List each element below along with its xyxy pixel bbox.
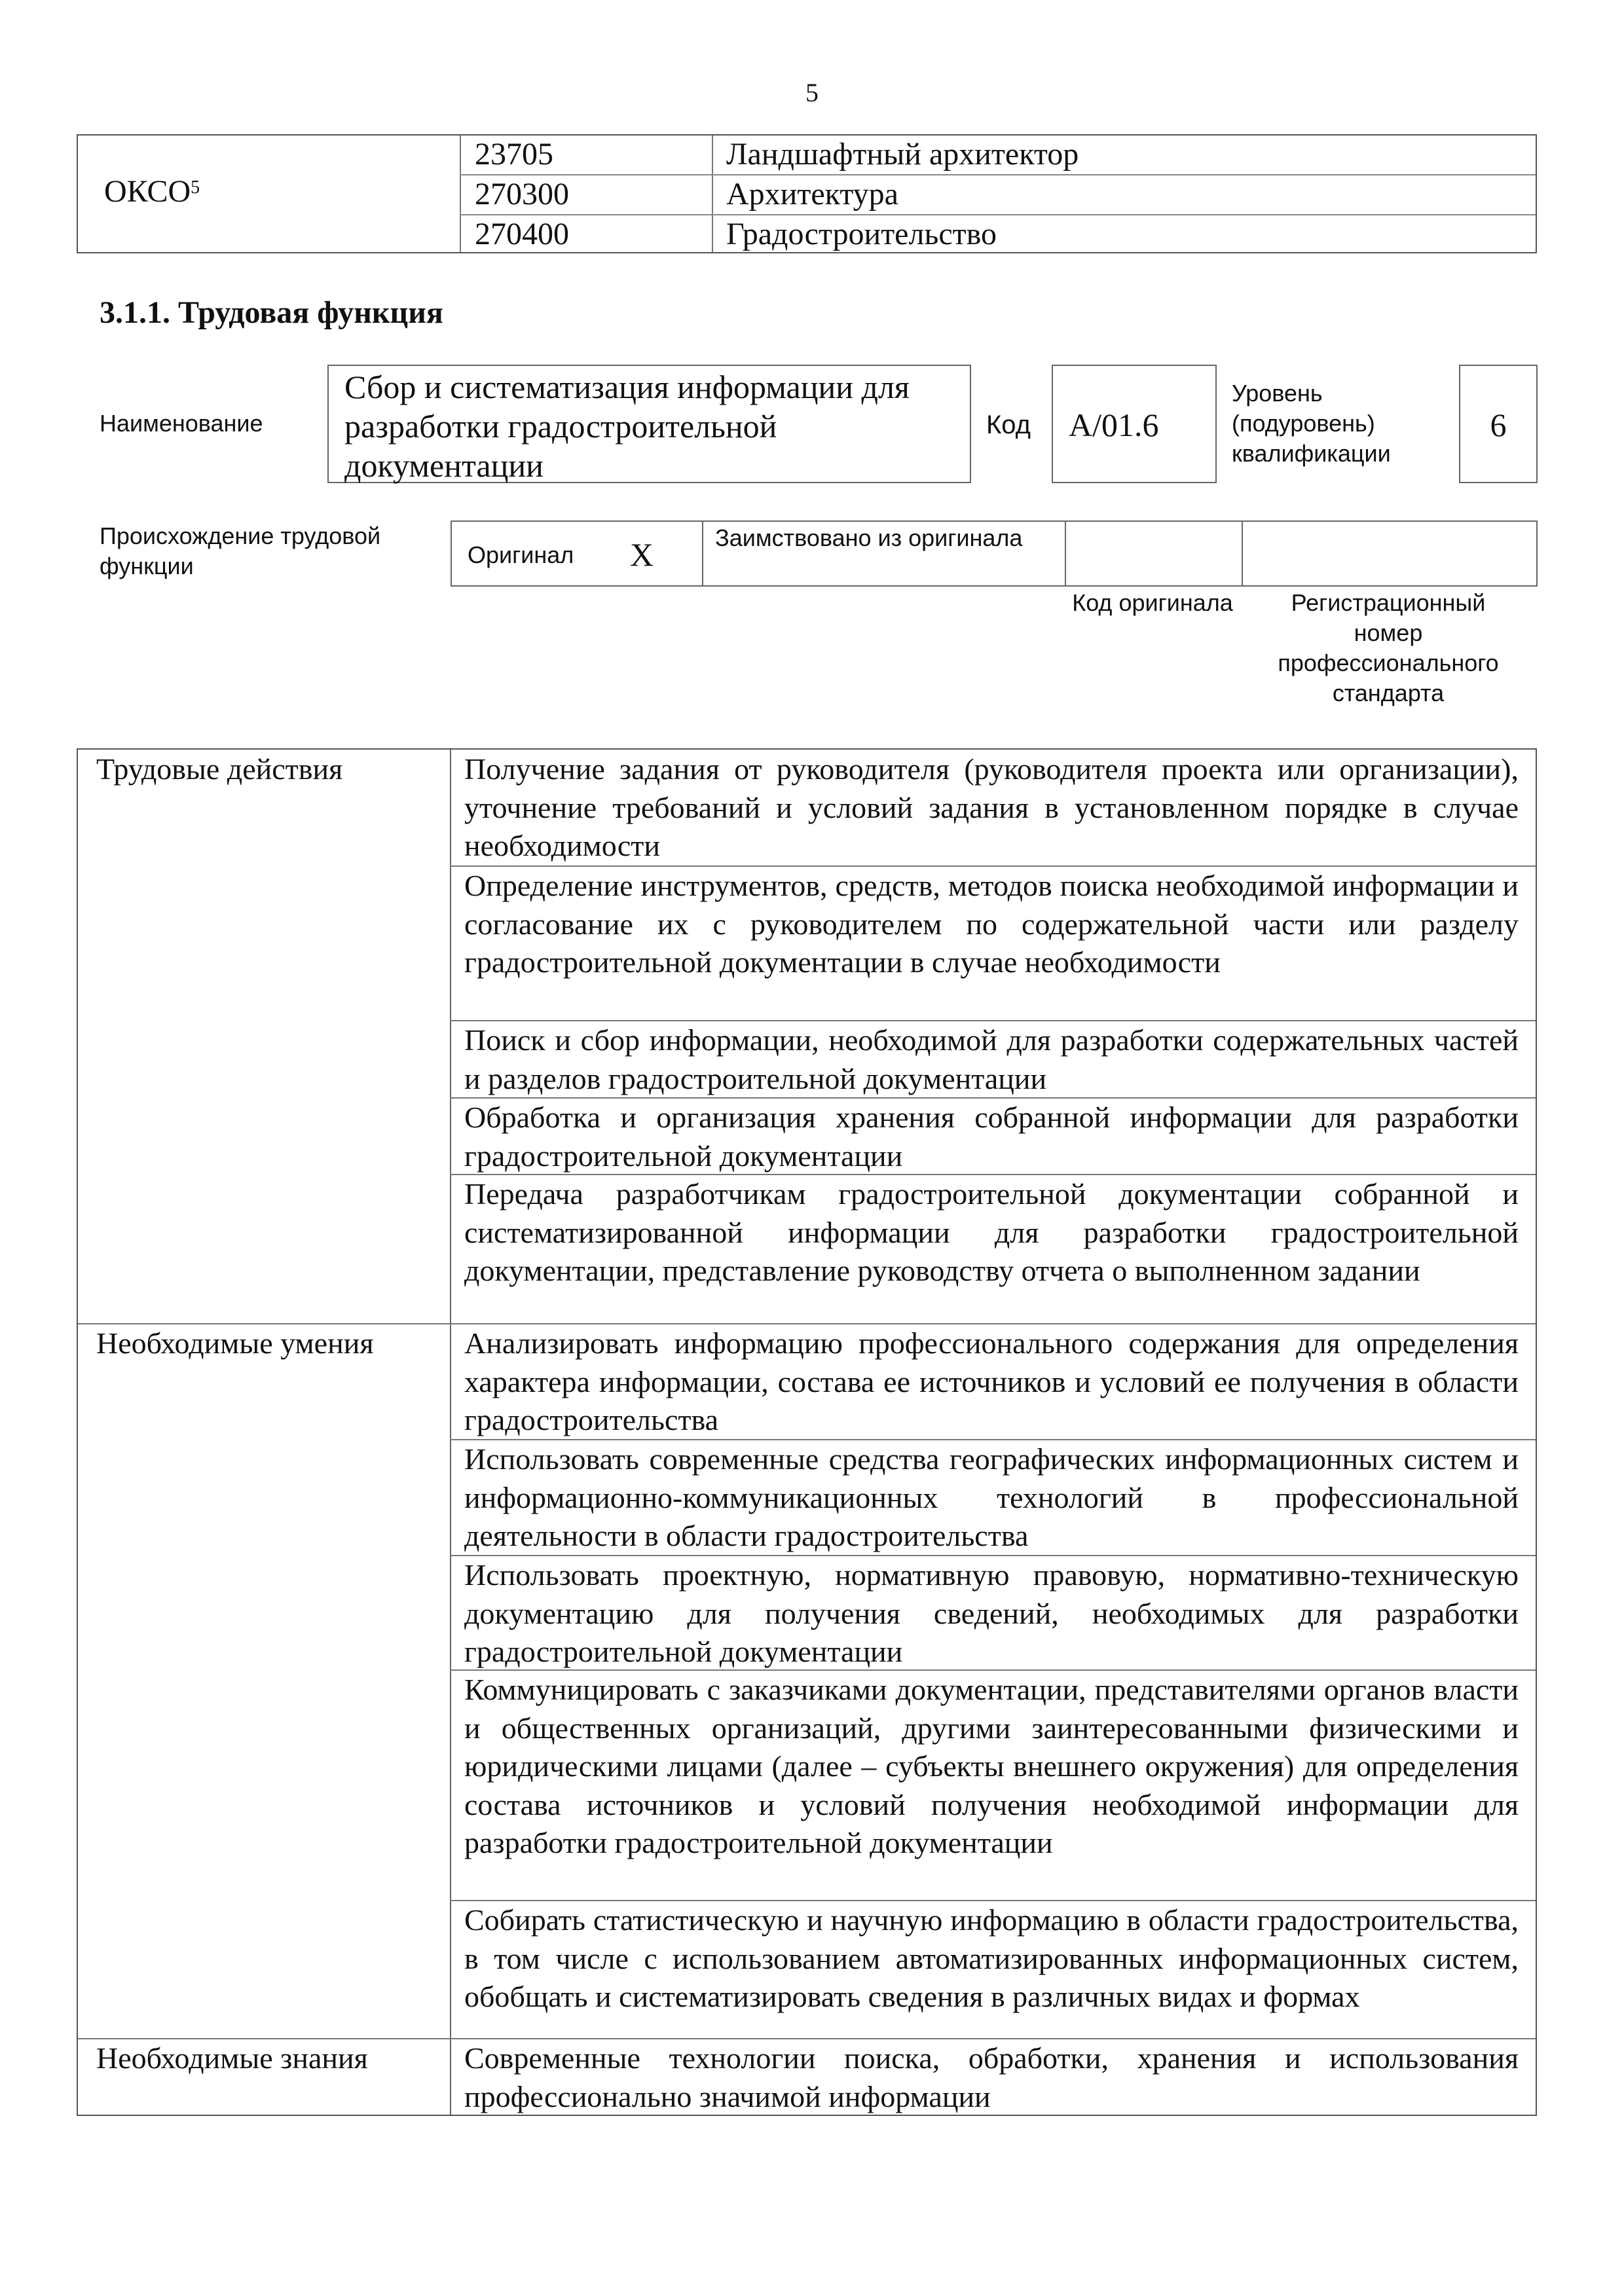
required-skill: Использовать современные средства географических информационных систем и информационно-коммуникационных технологий в профессиональной деятельности в области градостроительства: [464, 1442, 1519, 1553]
okso-number: 270400: [475, 217, 569, 251]
labour-action: Передача разработчикам градостроительной документации собранной и систематизированной информации для разработки градостроительной документации, представление руководству отчета о выполненном задании: [464, 1177, 1519, 1288]
section-heading: Трудовые действия: [96, 752, 343, 786]
competency-table: [77, 748, 1537, 2116]
level-label: Уровень (подуровень) квалификации: [1232, 380, 1391, 467]
page-number: 5: [805, 78, 819, 107]
required-skill: Использовать проектную, нормативную правовую, нормативно-техническую документацию для получения сведений, необходимых для разработки градостроительной документации: [464, 1558, 1519, 1669]
labour-action: Определение инструментов, средств, методов поиска необходимой информации и согласование их с руководителем по содержательной части или разделу градостроительной документации в случае необходимости: [464, 869, 1519, 979]
borrowed-label: Заимствовано из оригинала: [715, 524, 1023, 551]
section-heading: Необходимые умения: [96, 1326, 374, 1360]
origin-label: Происхождение трудовой функции: [100, 522, 381, 579]
origin-box: [451, 520, 1538, 587]
reg-caption: Регистрационный номер профессионального стандарта: [1278, 589, 1499, 706]
section-title: 3.1.1. Трудовая функция: [100, 295, 443, 330]
level-value: 6: [1490, 407, 1507, 443]
function-name-box: [327, 365, 971, 483]
okso-name: Ландшафтный архитектор: [726, 137, 1079, 172]
okso-number: 23705: [475, 137, 553, 172]
code-box: [1052, 365, 1217, 483]
required-skill: Коммуницировать с заказчиками документации, представителями органов власти и общественных организаций, другими заинтересованными физическими и юридическими лицами (далее – субъекты внешнего окружения) для определения состава источников и условий получения необходимой информации для разработки градостроительной документации: [464, 1673, 1519, 1860]
okso-footnote: 5: [191, 177, 200, 198]
okso-name: Градостроительство: [726, 217, 997, 251]
labour-action: Поиск и сбор информации, необходимой для разработки содержательных частей и разделов градостроительной документации: [464, 1023, 1519, 1095]
original-label: Оригинал: [468, 541, 574, 568]
required-skill: Анализировать информацию профессионального содержания для определения характера информации, состава ее источников и условий ее получения в области градостроительства: [464, 1326, 1519, 1437]
code-label: Код: [986, 410, 1031, 439]
okso-name: Архитектура: [726, 177, 898, 211]
okso-code-label: ОКСО$^5$: [104, 174, 200, 209]
labour-action: Обработка и организация хранения собранной информации для разработки градостроительной документации: [464, 1101, 1519, 1173]
name-label: Наименование: [100, 410, 263, 437]
code-value: А/01.6: [1069, 407, 1159, 443]
okso-number: 270300: [475, 177, 569, 211]
required-skill: Собирать статистическую и научную информацию в области градостроительства, в том числе с использованием автоматизированных информационных систем, обобщать и систематизировать сведения в различных видах и формах: [464, 1903, 1519, 2014]
function-name: Сбор и систематизация информации для разработки градостроительной документации: [344, 369, 910, 484]
labour-action: Получение задания от руководителя (руководителя проекта или организации), уточнение требований и условий задания в установленном порядке в случае необходимости: [464, 752, 1519, 863]
level-box: [1459, 365, 1538, 483]
original-mark: X: [630, 536, 654, 573]
code-caption: Код оригинала: [1072, 589, 1233, 616]
section-heading: Необходимые знания: [96, 2041, 368, 2075]
required-knowledge: Современные технологии поиска, обработки, хранения и использования профессионально значимой информации: [464, 2041, 1519, 2113]
okso-table: [77, 134, 1537, 253]
